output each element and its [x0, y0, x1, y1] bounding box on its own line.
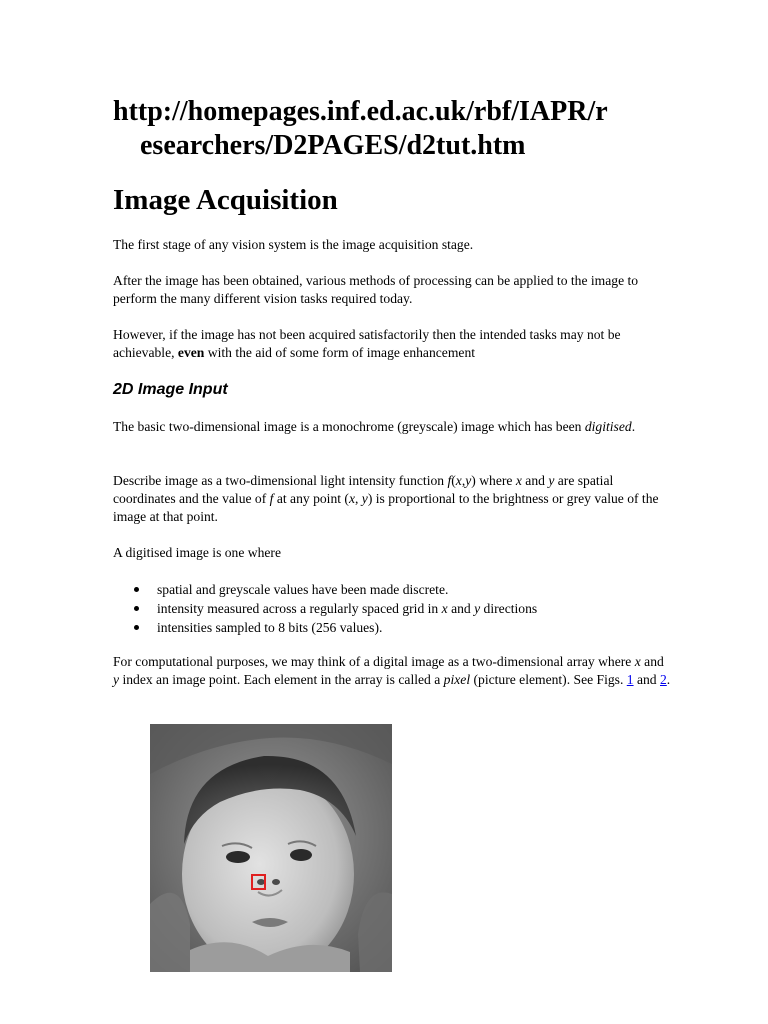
bullet-2-end: directions — [480, 601, 538, 616]
bullet-2-start: intensity measured across a regularly spaced grid in — [157, 601, 442, 616]
s-p2-f1: f — [447, 473, 452, 488]
bullet-2-y: y — [474, 601, 481, 616]
figure-1-link[interactable]: 1 — [626, 672, 634, 687]
intro-p3-end: with the aid of some form of image enhancement — [204, 345, 476, 360]
s-p2-x1: x — [455, 473, 462, 488]
s-p2-b: ( — [451, 473, 456, 488]
s-p2-j: ) is proportional to the brightness or grey value of the image at that point. — [113, 491, 659, 524]
bullet-3-text: intensities sampled to 8 bits (256 values). — [157, 620, 383, 635]
s-p2-y2: y — [548, 473, 555, 488]
bullet-item-2 — [113, 599, 673, 618]
s-p1-end: . — [631, 419, 636, 434]
s-p2-g: are spatial coordinates and the value of — [113, 473, 614, 506]
bullet-2-x: x — [441, 601, 448, 616]
s-p2-f2: f — [269, 491, 274, 506]
s-p2-x2: x — [515, 473, 522, 488]
intro-paragraph-1: The first stage of any vision system is the image acquisition stage. — [113, 237, 474, 252]
figure-2-link[interactable]: 2 — [660, 672, 667, 687]
s-p2-h: at any point ( — [273, 491, 349, 506]
section-paragraph-3: A digitised image is one where — [113, 545, 281, 560]
s-p2-c: , — [461, 473, 466, 488]
s-p4-a: For computational purposes, we may think of a digital image as a two-dimensional array where — [113, 654, 635, 669]
bullet-item-3 — [113, 618, 673, 637]
section-heading: 2D Image Input — [113, 381, 228, 398]
bullet-list — [113, 580, 673, 637]
baby-face-photo — [150, 724, 392, 972]
s-p4-d: (picture element). See Figs. — [470, 672, 627, 687]
section-paragraph-4 — [113, 653, 673, 689]
s-p2-i: , — [355, 491, 362, 506]
s-p4-f: . — [666, 672, 671, 687]
s-p4-e: and — [633, 672, 660, 687]
bullet-1-text: spatial and greyscale values have been made discrete. — [157, 582, 449, 597]
s-p4-b: and — [640, 654, 664, 669]
bullet-2-mid: and — [447, 601, 475, 616]
s-p2-x3: x — [348, 491, 355, 506]
bullet-item-1 — [113, 580, 673, 599]
s-p2-e: and — [521, 473, 549, 488]
url-heading-line-2: esearchers/D2PAGES/d2tut.htm — [140, 130, 526, 161]
s-p4-c: index an image point. Each element in the array is called a — [119, 672, 444, 687]
s-p2-d: ) where — [471, 473, 516, 488]
intro-paragraph-3 — [113, 326, 673, 362]
intro-p3-start: However, if the image has not been acquired satisfactorily then the intended tasks may not be achievable, — [113, 327, 621, 360]
intro-p3-bold: even — [177, 345, 205, 360]
s-p1-italic: digitised — [584, 419, 632, 434]
s-p4-y: y — [113, 672, 120, 687]
s-p2-y1: y — [465, 473, 472, 488]
s-p4-x: x — [634, 654, 641, 669]
s-p2-y3: y — [361, 491, 368, 506]
section-paragraph-2 — [113, 472, 673, 526]
url-heading — [113, 95, 673, 163]
intro-paragraph-2: After the image has been obtained, various methods of processing can be applied to the image to perform the many different vision tasks required today. — [113, 273, 639, 306]
page-title: Image Acquisition — [113, 184, 338, 216]
s-p4-pixel: pixel — [443, 672, 471, 687]
s-p2-a: Describe image as a two-dimensional light intensity function — [113, 473, 448, 488]
url-heading-line-1: http://homepages.inf.ed.ac.uk/rbf/IAPR/r — [113, 96, 608, 127]
section-paragraph-1 — [113, 418, 673, 436]
s-p1-start: The basic two-dimensional image is a monochrome (greyscale) image which has been — [113, 419, 585, 434]
